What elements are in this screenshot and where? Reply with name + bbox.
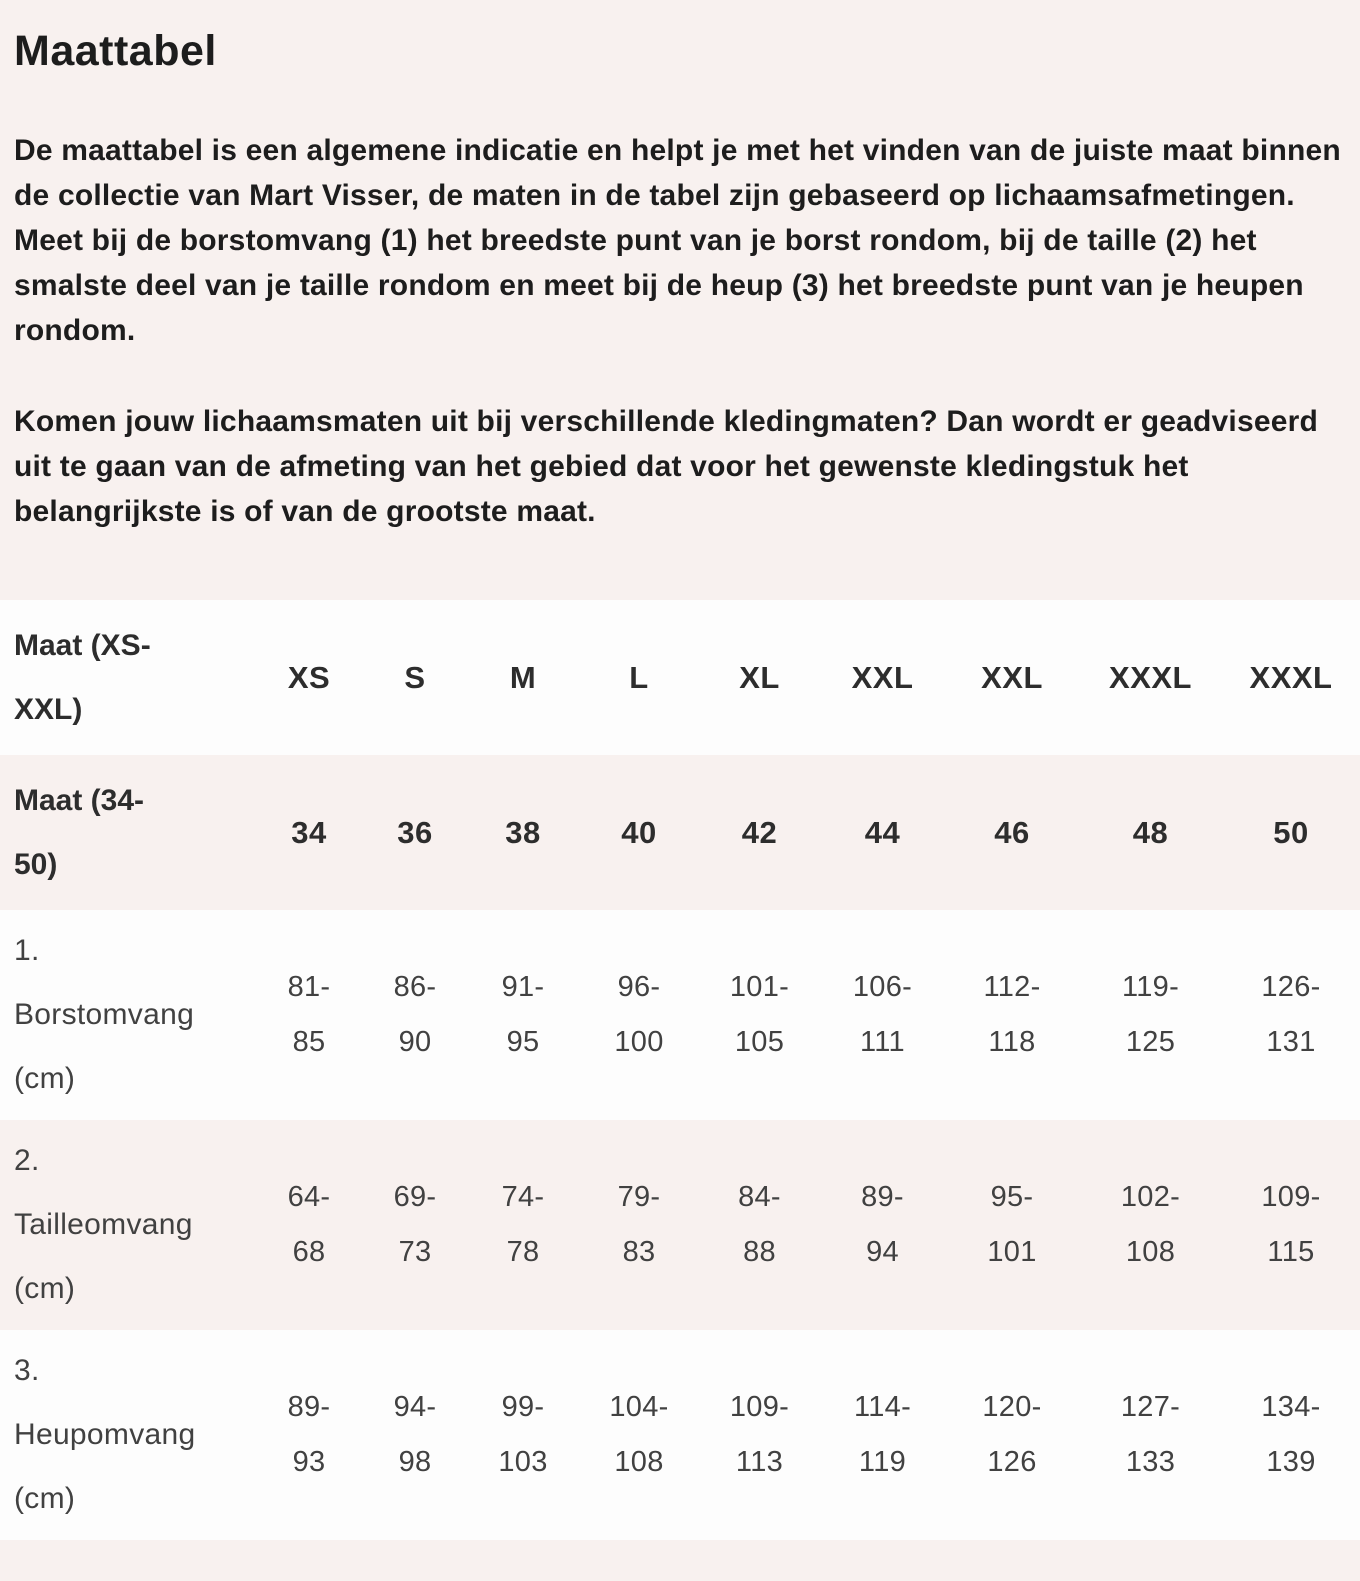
intro-paragraph: De maattabel is een algemene indicatie en helpt je met het vinden van de juiste maat binnen de collectie van Mart Visser, de maten in de tabel zijn gebaseerd op lichaamsafmetingen. Meet bij de borstomvang (1) het breedste punt van je borst rondom, bij de taille (2) het smalste deel van je taille rondom en meet bij de heup (3) het breedste punt van je heupen rondom. bbox=[14, 134, 1341, 347]
size-guide-page bbox=[0, 26, 1360, 1581]
measure-cell: 79-83 bbox=[617, 1181, 661, 1268]
measure-cell: 126-131 bbox=[1261, 971, 1321, 1058]
size-cell: 40 bbox=[621, 814, 657, 850]
measure-cell: 102-108 bbox=[1120, 1181, 1181, 1268]
measure-cell: 99-103 bbox=[498, 1391, 548, 1478]
row-label bbox=[0, 600, 255, 755]
measure-cell: 101-105 bbox=[729, 971, 790, 1058]
size-cell: 42 bbox=[741, 814, 778, 850]
size-cell: S bbox=[404, 659, 426, 695]
size-cell: 36 bbox=[397, 814, 433, 850]
measure-cell: 96-100 bbox=[614, 971, 664, 1058]
size-cell: 44 bbox=[864, 814, 901, 850]
table-row-hip bbox=[0, 1330, 1360, 1540]
row-label bbox=[0, 755, 255, 910]
measure-cell: 91-95 bbox=[501, 971, 545, 1058]
measure-cell: 94-98 bbox=[393, 1391, 437, 1478]
measure-cell: 134-139 bbox=[1261, 1391, 1321, 1478]
size-cell: XS bbox=[287, 659, 331, 695]
measure-cell: 89-93 bbox=[287, 1391, 331, 1478]
measure-cell: 109-115 bbox=[1261, 1181, 1321, 1268]
size-cell: 46 bbox=[994, 814, 1030, 850]
size-cell: XXXL bbox=[1109, 659, 1192, 695]
measure-cell: 64-68 bbox=[287, 1181, 331, 1268]
measure-cell: 95-101 bbox=[987, 1181, 1037, 1268]
size-cell: 34 bbox=[291, 814, 327, 850]
size-table bbox=[0, 600, 1360, 1540]
measure-cell: 69-73 bbox=[393, 1181, 437, 1268]
size-cell: 38 bbox=[505, 814, 541, 850]
size-cell: M bbox=[509, 659, 537, 695]
measure-cell: 119-125 bbox=[1121, 971, 1180, 1058]
measure-cell: 86-90 bbox=[393, 971, 437, 1058]
measure-cell: 74-78 bbox=[501, 1181, 545, 1268]
table-row-waist bbox=[0, 1120, 1360, 1330]
measure-cell: 106-111 bbox=[852, 971, 913, 1058]
row-label-text: Maat (34-50) bbox=[14, 783, 145, 881]
row-label-text: 1. Borstomvang (cm) bbox=[14, 934, 195, 1095]
measure-cell: 120-126 bbox=[982, 1391, 1042, 1478]
size-cell: XXL bbox=[851, 659, 914, 695]
row-label bbox=[0, 1330, 255, 1540]
size-cell: 48 bbox=[1132, 814, 1169, 850]
row-label bbox=[0, 910, 255, 1120]
row-label bbox=[0, 1120, 255, 1330]
measure-cell: 84-88 bbox=[738, 1181, 781, 1268]
table-row-bust bbox=[0, 910, 1360, 1120]
measure-cell: 114-119 bbox=[853, 1391, 912, 1478]
measure-cell: 104-108 bbox=[609, 1391, 669, 1478]
size-cell: XXXL bbox=[1249, 659, 1333, 695]
row-label-text: 3. Heupomvang (cm) bbox=[14, 1354, 196, 1515]
measure-cell: 127-133 bbox=[1120, 1391, 1181, 1478]
page-title: Maattabel bbox=[14, 27, 217, 75]
row-label-text: Maat (XS-XXL) bbox=[14, 628, 151, 726]
measure-cell: 109-113 bbox=[729, 1391, 790, 1478]
size-cell: XXL bbox=[981, 659, 1043, 695]
size-cell: L bbox=[629, 659, 649, 695]
measure-cell: 81-85 bbox=[287, 971, 331, 1058]
measure-cell: 89-94 bbox=[861, 1181, 904, 1268]
size-cell: 50 bbox=[1273, 814, 1309, 850]
table-row-size-letters bbox=[0, 600, 1360, 755]
size-cell: XL bbox=[739, 659, 780, 695]
table-row-size-numbers bbox=[0, 755, 1360, 910]
advice-paragraph: Komen jouw lichaamsmaten uit bij verschillende kledingmaten? Dan wordt er geadviseerd uit te gaan van de afmeting van het gebied dat voor het gewenste kledingstuk het belangrijkste is of van de grootste maat. bbox=[14, 405, 1318, 528]
row-label-text: 2. Tailleomvang (cm) bbox=[14, 1144, 193, 1305]
measure-cell: 112-118 bbox=[983, 971, 1041, 1058]
